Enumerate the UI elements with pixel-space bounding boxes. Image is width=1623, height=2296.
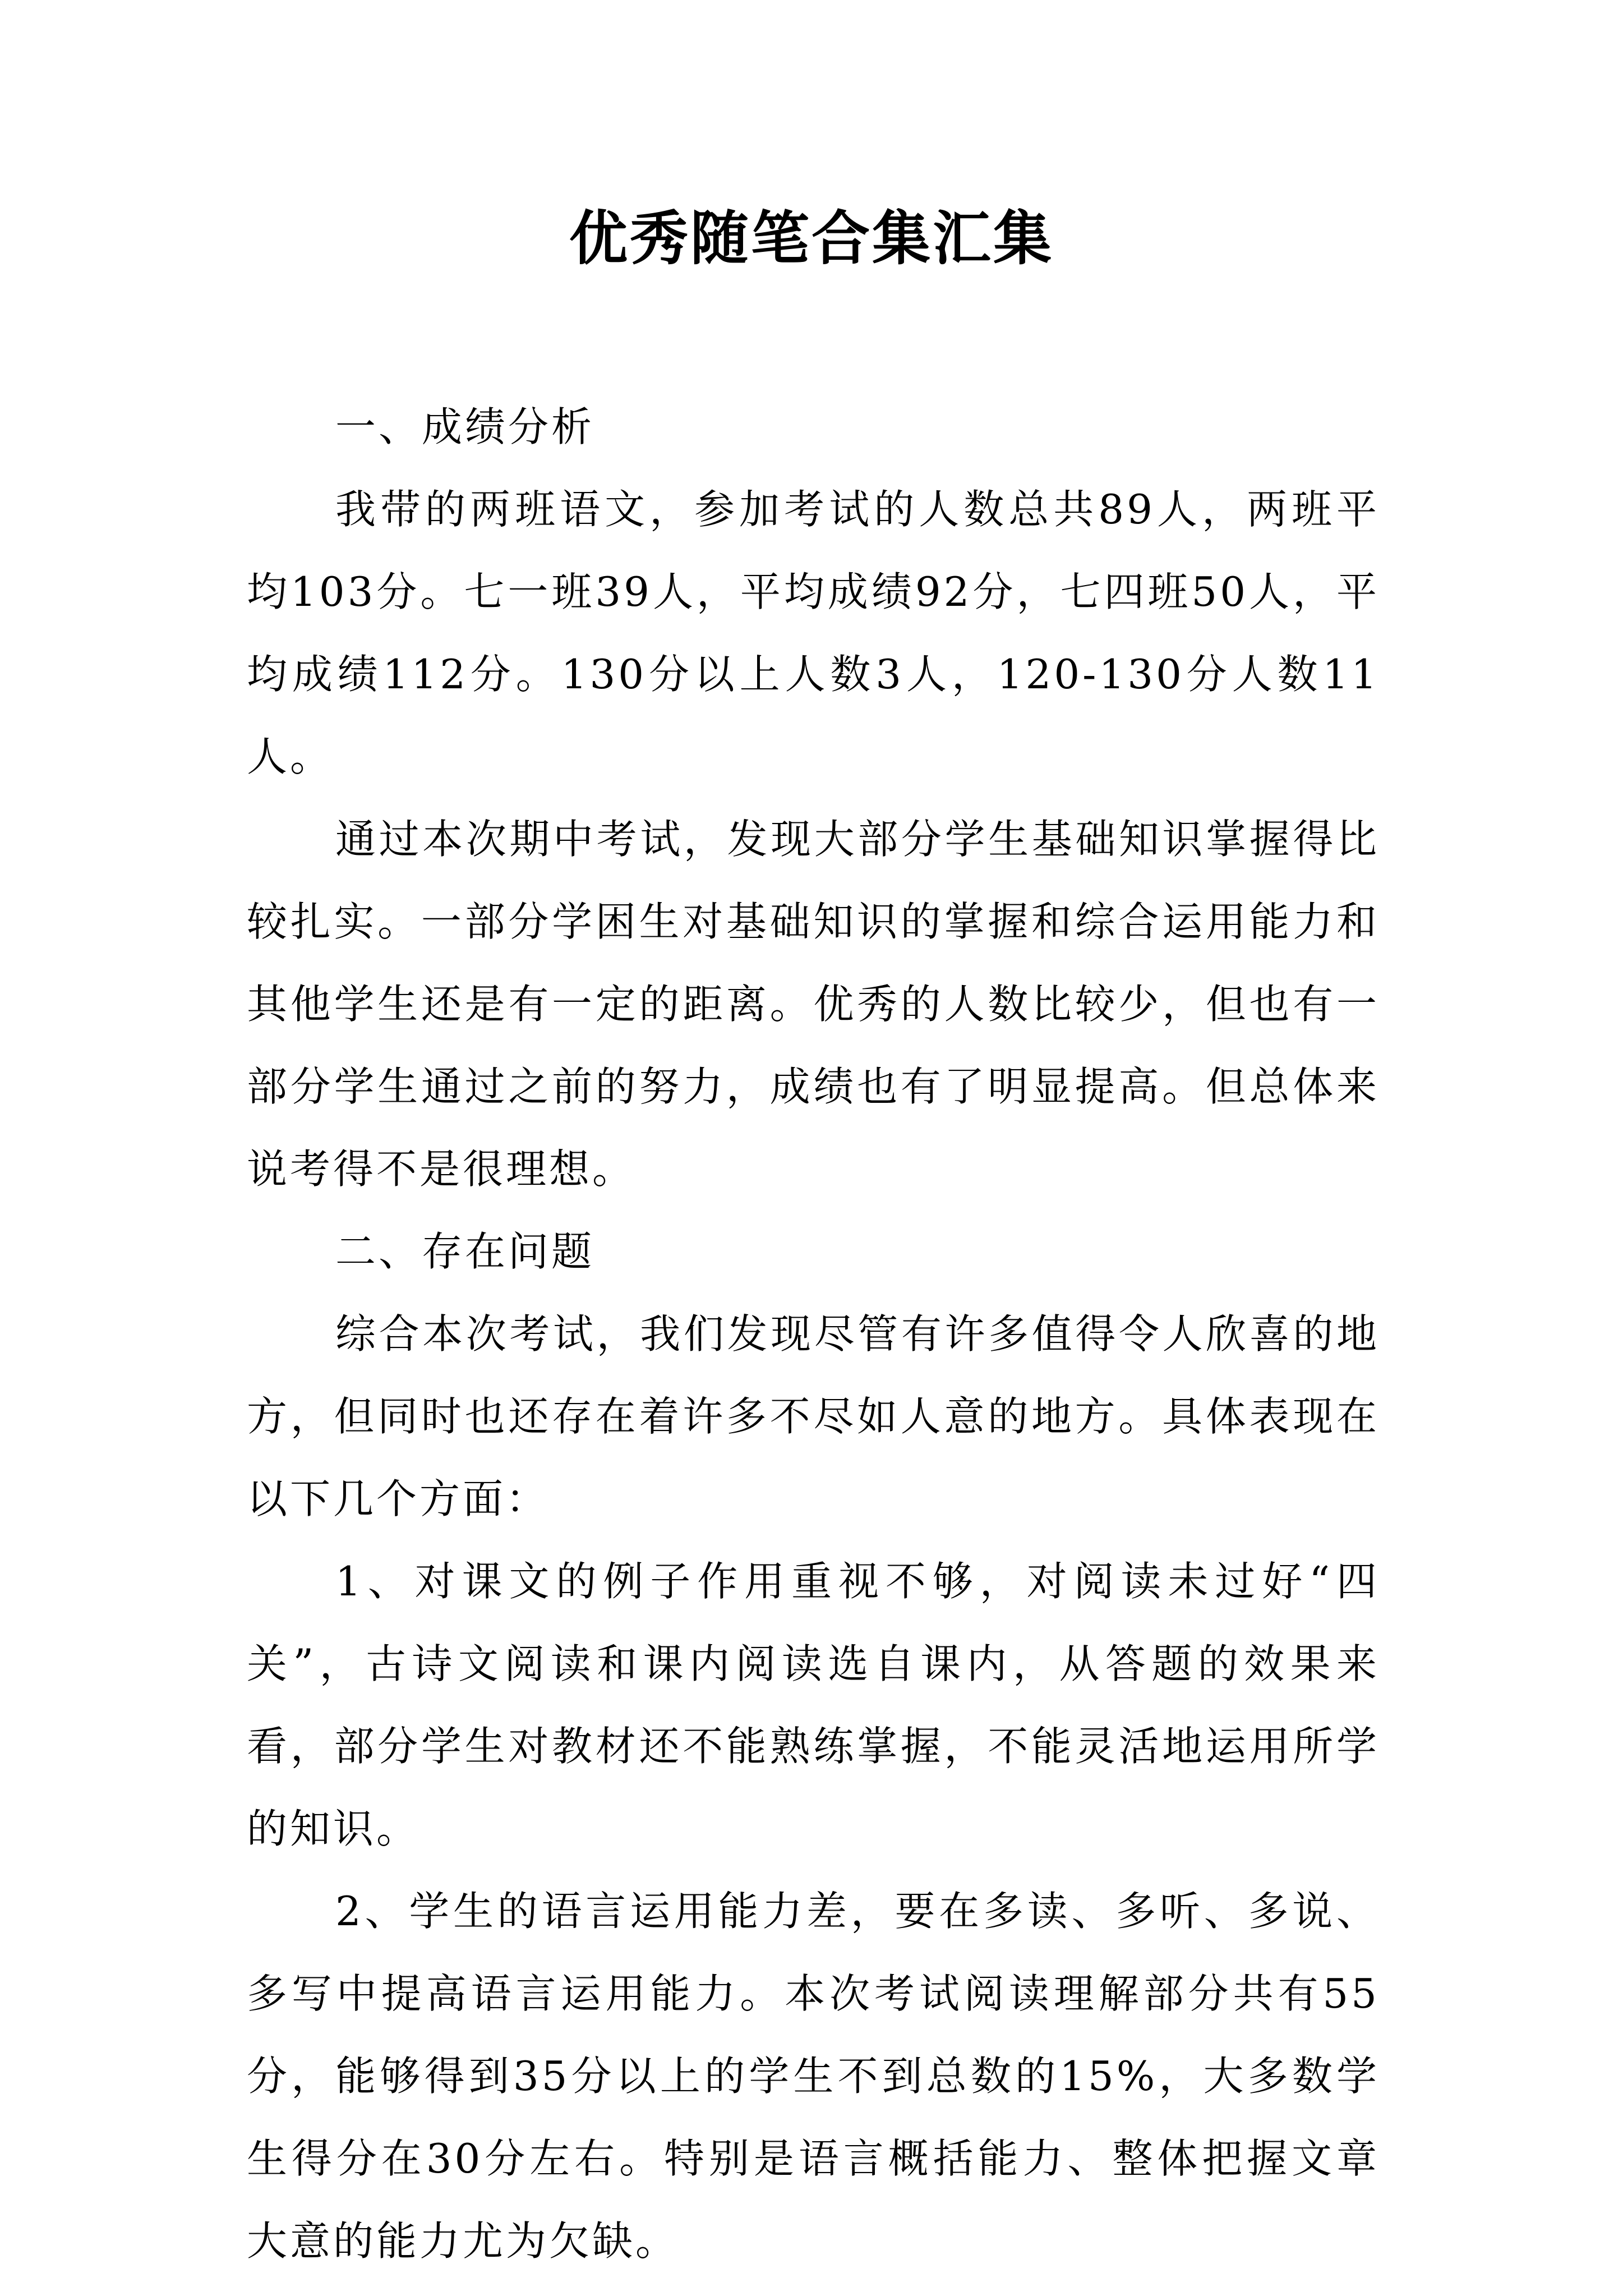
paragraph-problem-2: 2、学生的语言运用能力差，要在多读、多听、多说、多写中提高语言运用能力。本次考试阅读理解部分共有55分，能够得到35分以上的学生不到总数的15%，大多数学生得分在30分左右。特别是语言概括能力、整体把握文章大意的能力尤为欠缺。 [247,1888,1380,2265]
paragraph-problems-intro: 综合本次考试，我们发现尽管有许多值得令人欣喜的地方，但同时也还存在着许多不尽如人意的地方。具体表现在以下几个方面： [247,1310,1380,1522]
paragraph-exam-findings: 通过本次期中考试，发现大部分学生基础知识掌握得比较扎实。一部分学困生对基础知识的掌握和综合运用能力和其他学生还是有一定的距离。优秀的人数比较少，但也有一部分学生通过之前的努力，成绩也有了明显提高。但总体来说考得不是很理想。 [247,816,1380,1193]
document-body [247,386,1380,2283]
document-title: 优秀随笔合集汇集 [569,204,1054,273]
section-heading-score-analysis: 一、成绩分析 [335,403,595,450]
paragraph-score-summary: 我带的两班语文，参加考试的人数总共89人，两班平均103分。七一班39人，平均成绩92分，七四班50人，平均成绩112分。130分以上人数3人，120-130分人数11人。 [247,486,1380,780]
paragraph-problem-1: 1、对课文的例子作用重视不够，对阅读未过好“四关”，古诗文阅读和课内阅读选自课内，从答题的效果来看，部分学生对教材还不能熟练掌握，不能灵活地运用所学的知识。 [247,1558,1380,1852]
section-heading-problems: 二、存在问题 [335,1228,595,1275]
